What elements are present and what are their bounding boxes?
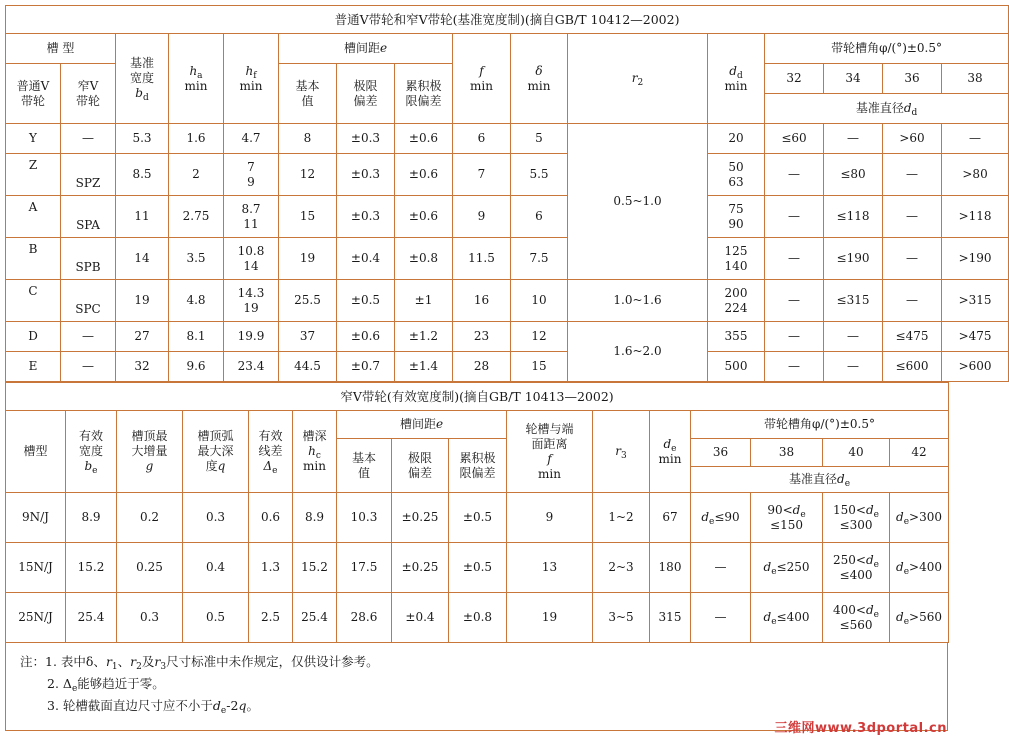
cell-f: 9 [453,196,511,238]
cell-hf: 10.8 14 [224,238,279,280]
table-row [6,322,1009,352]
cell-angle-range: $d_e>400$ [890,543,949,593]
cell-dm: 315 [650,593,691,643]
cell-ha: 4.8 [169,280,224,322]
header-bd: 基准 宽度 $b_d$ [116,34,169,124]
cell-be: 8.9 [66,493,117,543]
table-row [6,543,949,593]
cell-e-limit: ±0.3 [337,154,395,196]
cell-hf: 8.7 11 [224,196,279,238]
cell-hf: 14.3 19 [224,280,279,322]
cell-el: ±0.4 [392,593,449,643]
header-angle: 40 [823,439,890,467]
cell-e-cumulative: ±1 [395,280,453,322]
cell-bd: 19 [116,280,169,322]
cell-angle-range: $d_e\le 250$ [751,543,823,593]
header-narrow: 窄V 带轮 [61,64,116,124]
cell-bd: 8.5 [116,154,169,196]
table-title: 普通V带轮和窄V带轮(基准宽度制)(摘自GB/T 10412—2002) [6,6,1009,34]
cell-angle-range: — [883,196,942,238]
cell-e-cumulative: ±0.8 [395,238,453,280]
header-r3: $r_3$ [593,411,650,493]
header-limit: 极限 偏差 [337,64,395,124]
cell-angle-range: >190 [942,238,1009,280]
header-end-distance: 轮槽与端 面距离 f min [507,411,593,493]
cell-angle-range: — [691,543,751,593]
cell-ha: 3.5 [169,238,224,280]
cell-hc: 8.9 [293,493,337,543]
cell-angle-range: >315 [942,280,1009,322]
table-classical [5,5,1009,382]
header-angle: 36 [883,64,942,94]
cell-angle-range: ≤315 [824,280,883,322]
cell-delta: 7.5 [511,238,568,280]
header-r2: $r_2$ [568,34,708,124]
cell-r2: 1.6~2.0 [568,322,708,382]
cell-narrow: SPZ [61,154,116,196]
cell-angle-range: — [765,154,824,196]
cell-narrow: SPB [61,238,116,280]
table-row [6,352,1009,382]
header-g: 槽顶最 大增量 g [117,411,183,493]
cell-angle-range: $d_e>560$ [890,593,949,643]
header-hf: $h_f$ min [224,34,279,124]
cell-ha: 2.75 [169,196,224,238]
cell-e-limit: ±0.3 [337,196,395,238]
cell-hf: 23.4 [224,352,279,382]
cell-ordinary: C [6,280,61,322]
spec-sheet [5,5,992,731]
cell-delta: 6 [511,196,568,238]
cell-e: 15 [279,196,337,238]
header-de-min: $d_e$ min [650,411,691,493]
cell-e: 19 [279,238,337,280]
cell-g: 0.2 [117,493,183,543]
cell-r2: 1.0~1.6 [568,280,708,322]
header-ref-diameter: 基准直径$d_d$ [765,94,1009,124]
header-groove-angle: 带轮槽角φ/(°)±0.5° [691,411,949,439]
cell-ordinary: Y [6,124,61,154]
cell-ha: 8.1 [169,322,224,352]
cell-narrow: SPC [61,280,116,322]
header-limit: 极限 偏差 [392,439,449,493]
cell-narrow: SPA [61,196,116,238]
cell-de: 2.5 [249,593,293,643]
header-be: 有效 宽度 $b_e$ [66,411,117,493]
cell-angle-range: $d_e\le 90$ [691,493,751,543]
cell-angle-range: ≤60 [765,124,824,154]
cell-ordinary: E [6,352,61,382]
cell-angle-range: $d_e\le 400$ [751,593,823,643]
cell-e-cumulative: ±0.6 [395,124,453,154]
cell-angle-range: ≤118 [824,196,883,238]
header-ref-diameter: 基准直径$d_e$ [691,467,949,493]
header-dd-min: $d_d$ min [708,34,765,124]
header-cumulative: 累积极 限偏差 [449,439,507,493]
cell-f: 6 [453,124,511,154]
cell-f: 9 [507,493,593,543]
header-angle: 38 [751,439,823,467]
note-2: 2. $\Delta_e$能够趋近于零。 [47,676,165,694]
watermark: 三维网www.3dportal.cn [774,721,947,736]
cell-e: 10.3 [337,493,392,543]
table-narrow [5,382,949,643]
cell-r3: 3~5 [593,593,650,643]
header-basic: 基本 值 [279,64,337,124]
cell-angle-range: — [824,322,883,352]
header-groove-angle: 带轮槽角φ/(°)±0.5° [765,34,1009,64]
header-hc: 槽深 $h_c$ min [293,411,337,493]
cell-angle-range: — [691,593,751,643]
cell-dd: 50 63 [708,154,765,196]
cell-e: 17.5 [337,543,392,593]
cell-angle-range: ≤475 [883,322,942,352]
header-spacing: 槽间距e [279,34,453,64]
header-ha: $h_a$ min [169,34,224,124]
cell-angle-range: >475 [942,322,1009,352]
header-angle: 32 [765,64,824,94]
cell-narrow: — [61,322,116,352]
cell-angle-range: >600 [942,352,1009,382]
cell-angle-range: $150<d_e$ ≤300 [823,493,890,543]
cell-e-cumulative: ±0.6 [395,154,453,196]
cell-angle-range: — [824,352,883,382]
cell-ec: ±0.5 [449,493,507,543]
table-row [6,6,1009,34]
cell-bd: 32 [116,352,169,382]
cell-q: 0.3 [183,493,249,543]
cell-angle-range: $400<d_e$ ≤560 [823,593,890,643]
cell-delta: 10 [511,280,568,322]
cell-ordinary: A [6,196,61,238]
cell-angle-range: ≤600 [883,352,942,382]
cell-angle-range: — [824,124,883,154]
header-delta: δ min [511,34,568,124]
cell-f: 7 [453,154,511,196]
header-angle: 42 [890,439,949,467]
cell-dd: 20 [708,124,765,154]
cell-ha: 9.6 [169,352,224,382]
cell-de: 0.6 [249,493,293,543]
cell-el: ±0.25 [392,543,449,593]
cell-be: 25.4 [66,593,117,643]
cell-dd: 125 140 [708,238,765,280]
table-row [6,493,949,543]
cell-ha: 2 [169,154,224,196]
cell-e-limit: ±0.3 [337,124,395,154]
header-angle: 34 [824,64,883,94]
cell-angle-range: — [765,352,824,382]
cell-q: 0.5 [183,593,249,643]
cell-q: 0.4 [183,543,249,593]
header-delta-e: 有效 线差 $\Delta_e$ [249,411,293,493]
table-row [6,238,1009,280]
header-cumulative: 累积极 限偏差 [395,64,453,124]
header-q: 槽顶弧 最大深 度q [183,411,249,493]
table-row [6,196,1009,238]
cell-narrow: — [61,124,116,154]
cell-dm: 180 [650,543,691,593]
cell-angle-range: — [765,196,824,238]
cell-ordinary: D [6,322,61,352]
table-row [6,280,1009,322]
cell-e-cumulative: ±1.2 [395,322,453,352]
cell-e: 28.6 [337,593,392,643]
table-title: 窄V带轮(有效宽度制)(摘自GB/T 10413—2002) [6,383,949,411]
cell-dd: 500 [708,352,765,382]
cell-t: 9N/J [6,493,66,543]
cell-t: 25N/J [6,593,66,643]
cell-angle-range: — [765,322,824,352]
table-row [6,383,949,411]
cell-dm: 67 [650,493,691,543]
cell-bd: 11 [116,196,169,238]
header-ordinary: 普通V 带轮 [6,64,61,124]
cell-g: 0.25 [117,543,183,593]
cell-e-cumulative: ±1.4 [395,352,453,382]
cell-hf: 19.9 [224,322,279,352]
cell-r3: 2~3 [593,543,650,593]
note-1: 注：1. 表中δ、$r_1$、$r_2$及$r_3$尺寸标准中未作规定，仅供设计参考。 [20,654,379,672]
cell-delta: 5 [511,124,568,154]
cell-ec: ±0.8 [449,593,507,643]
cell-f: 11.5 [453,238,511,280]
cell-angle-range: — [765,238,824,280]
cell-angle-range: — [883,154,942,196]
cell-dd: 75 90 [708,196,765,238]
cell-g: 0.3 [117,593,183,643]
cell-e: 25.5 [279,280,337,322]
cell-el: ±0.25 [392,493,449,543]
cell-ordinary: B [6,238,61,280]
cell-narrow: — [61,352,116,382]
cell-delta: 5.5 [511,154,568,196]
header-basic: 基本 值 [337,439,392,493]
table-row [6,124,1009,154]
cell-hc: 15.2 [293,543,337,593]
cell-e: 37 [279,322,337,352]
cell-bd: 5.3 [116,124,169,154]
header-angle: 36 [691,439,751,467]
cell-be: 15.2 [66,543,117,593]
cell-delta: 12 [511,322,568,352]
cell-ec: ±0.5 [449,543,507,593]
cell-e: 12 [279,154,337,196]
cell-angle-range: — [942,124,1009,154]
table-row [6,411,949,439]
header-spacing: 槽间距e [337,411,507,439]
table-row [6,154,1009,196]
cell-angle-range: >80 [942,154,1009,196]
cell-angle-range: — [883,238,942,280]
cell-e: 8 [279,124,337,154]
cell-angle-range: — [765,280,824,322]
cell-dd: 200 224 [708,280,765,322]
table-row [6,34,1009,64]
cell-dd: 355 [708,322,765,352]
header-f: f min [453,34,511,124]
cell-angle-range: >118 [942,196,1009,238]
cell-hf: 7 9 [224,154,279,196]
cell-r3: 1~2 [593,493,650,543]
cell-de: 1.3 [249,543,293,593]
cell-f: 19 [507,593,593,643]
table-row [6,593,949,643]
header-angle: 38 [942,64,1009,94]
header-groove-type: 槽 型 [6,34,116,64]
cell-hf: 4.7 [224,124,279,154]
cell-ordinary: Z [6,154,61,196]
cell-f: 16 [453,280,511,322]
cell-e-limit: ±0.4 [337,238,395,280]
cell-t: 15N/J [6,543,66,593]
note-3: 3. 轮槽截面直边尺寸应不小于$d_e-2q$。 [47,698,259,716]
cell-e-limit: ±0.7 [337,352,395,382]
cell-f: 13 [507,543,593,593]
cell-hc: 25.4 [293,593,337,643]
header-groove-type: 槽型 [6,411,66,493]
cell-angle-range: ≤190 [824,238,883,280]
cell-angle-range: >60 [883,124,942,154]
cell-bd: 27 [116,322,169,352]
cell-e: 44.5 [279,352,337,382]
cell-angle-range: $250<d_e$ ≤400 [823,543,890,593]
cell-angle-range: $d_e>300$ [890,493,949,543]
cell-bd: 14 [116,238,169,280]
cell-f: 23 [453,322,511,352]
cell-ha: 1.6 [169,124,224,154]
cell-e-limit: ±0.5 [337,280,395,322]
cell-r2: 0.5~1.0 [568,124,708,280]
cell-angle-range: $90<d_e$ ≤150 [751,493,823,543]
cell-e-cumulative: ±0.6 [395,196,453,238]
cell-angle-range: ≤80 [824,154,883,196]
cell-delta: 15 [511,352,568,382]
cell-angle-range: — [883,280,942,322]
cell-e-limit: ±0.6 [337,322,395,352]
cell-f: 28 [453,352,511,382]
